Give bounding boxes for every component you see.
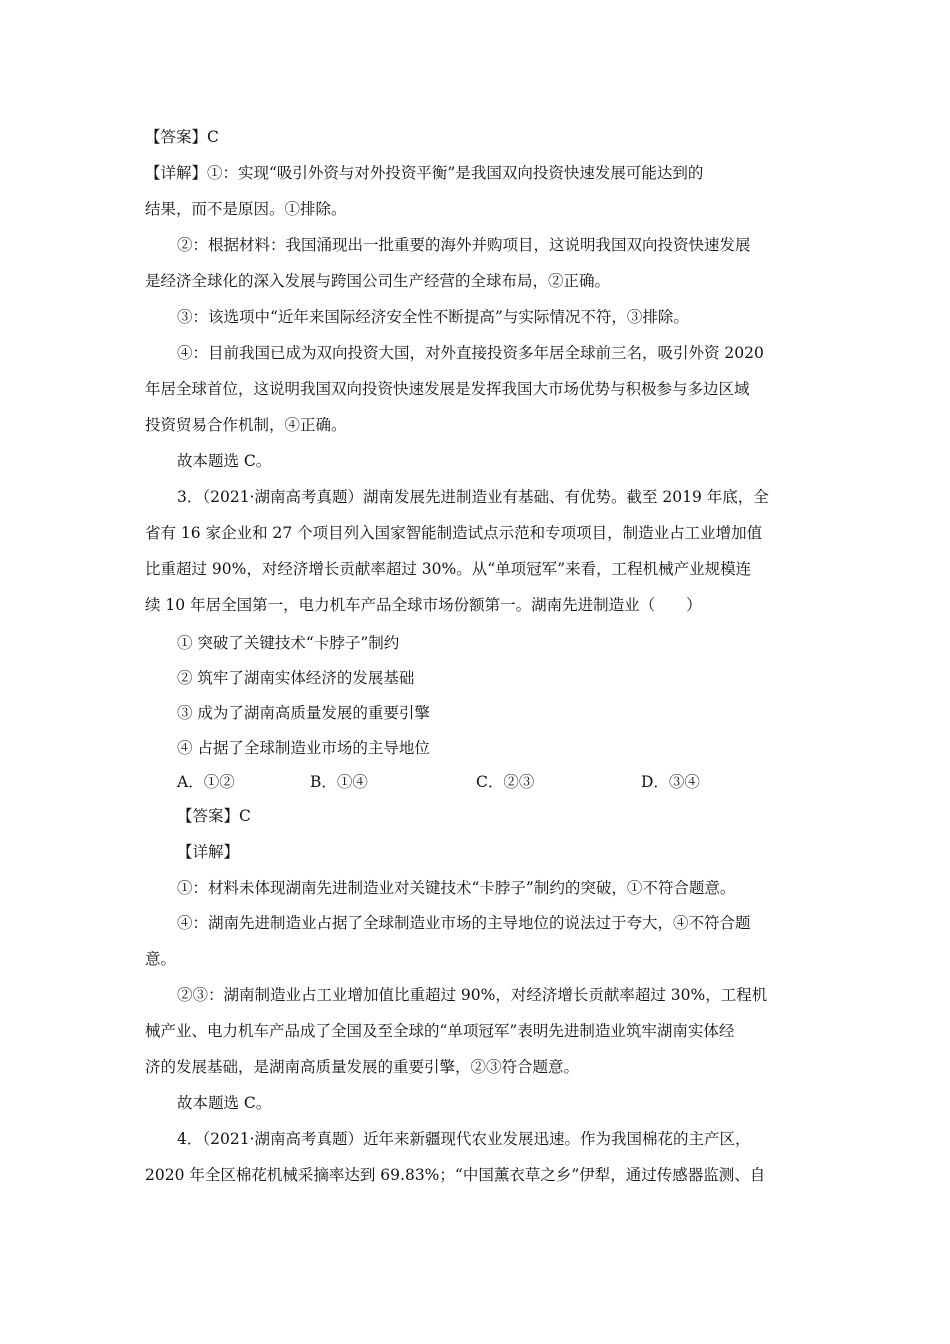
conclusion-line: 故本题选 C。	[177, 1094, 272, 1112]
statement-3: ③ 成为了湖南高质量发展的重要引擎	[177, 704, 430, 722]
question-3-stem: 省有 16 家企业和 27 个项目列入国家智能制造试点示范和专项项目，制造业占工业增加值	[145, 524, 763, 542]
explanation-line: ②③：湖南制造业占工业增加值比重超过 90%，对经济增长贡献率超过 30%，工程机	[177, 986, 768, 1004]
explanation-line: ①：材料未体现湖南先进制造业对关键技术“卡脖子”制约的突破，①不符合题意。	[177, 879, 736, 897]
statement-4: ④ 占据了全球制造业市场的主导地位	[177, 739, 430, 757]
statement-1: ① 突破了关键技术“卡脖子”制约	[177, 634, 400, 652]
explanation-line: 【详解】①：实现“吸引外资与对外投资平衡”是我国双向投资快速发展可能达到的	[145, 164, 704, 182]
explanation-line: 械产业、电力机车产品成了全国及至全球的“单项冠军”表明先进制造业筑牢湖南实体经	[145, 1022, 735, 1040]
question-3-stem: 比重超过 90%，对经济增长贡献率超过 30%。从“单项冠军”来看，工程机械产业规模连	[145, 560, 752, 578]
explanation-line: 是经济全球化的深入发展与跨国公司生产经营的全球布局，②正确。	[145, 272, 611, 290]
explanation-line: 年居全球首位，这说明我国双向投资快速发展是发挥我国大市场优势与积极参与多边区域	[145, 380, 750, 398]
choice-c: C．②③	[476, 773, 535, 791]
choice-d: D．③④	[641, 773, 700, 791]
explanation-line: ④：湖南先进制造业占据了全球制造业市场的主导地位的说法过于夸大，④不符合题	[177, 914, 751, 932]
choice-b: B．①④	[310, 773, 368, 791]
explanation-line: 结果，而不是原因。①排除。	[145, 200, 347, 218]
question-4-stem: 4．（2021·湖南高考真题）近年来新疆现代农业发展迅速。作为我国棉花的主产区，	[177, 1130, 751, 1148]
conclusion-line: 故本题选 C。	[177, 452, 272, 470]
explanation-line: ③：该选项中“近年来国际经济安全性不断提高”与实际情况不符，③排除。	[177, 308, 689, 326]
explanation-line: 投资贸易合作机制，④正确。	[145, 416, 347, 434]
question-3-stem: 续 10 年居全国第一，电力机车产品全球市场份额第一。湖南先进制造业（ ）	[145, 596, 702, 614]
explanation-line: ④：目前我国已成为双向投资大国，对外直接投资多年居全球前三名，吸引外资 2020	[177, 344, 764, 362]
explanation-line: ②：根据材料：我国涌现出一批重要的海外并购项目，这说明我国双向投资快速发展	[177, 236, 751, 254]
explanation-heading: 【详解】	[177, 843, 240, 861]
question-4-stem: 2020 年全区棉花机械采摘率达到 69.83%；“中国薰衣草之乡”伊犁，通过传感器监测、自	[145, 1166, 766, 1184]
explanation-line: 济的发展基础，是湖南高质量发展的重要引擎，②③符合题意。	[145, 1058, 580, 1076]
answer-label-q2: 【答案】C	[145, 128, 219, 146]
explanation-line: 意。	[145, 950, 177, 968]
statement-2: ② 筑牢了湖南实体经济的发展基础	[177, 669, 415, 687]
question-3-stem: 3．（2021·湖南高考真题）湖南发展先进制造业有基础、有优势。截至 2019 年底，全	[177, 488, 769, 506]
choice-a: A．①②	[177, 773, 235, 791]
answer-label-q3: 【答案】C	[177, 807, 251, 825]
